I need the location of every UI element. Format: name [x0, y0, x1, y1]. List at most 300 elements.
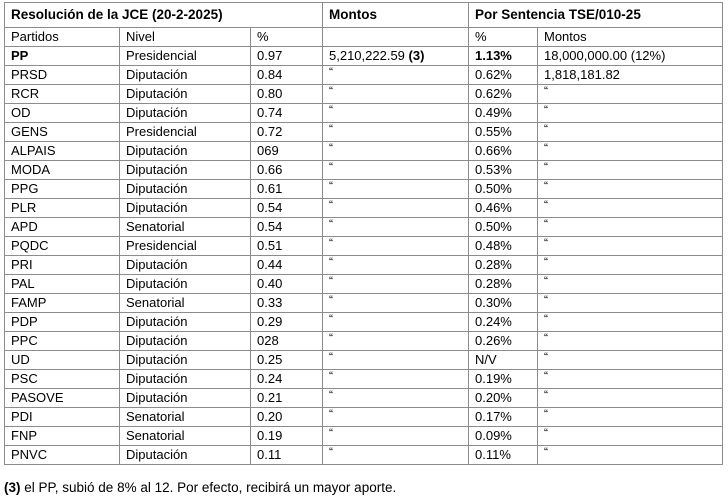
cell-montos — [323, 142, 469, 161]
cell-montos-tse — [538, 351, 723, 370]
cell-pct-tse — [469, 199, 538, 218]
cell-montos-text: “ — [329, 445, 333, 459]
cell-pct-tse-text: 0.28% — [475, 276, 512, 291]
cell-partido-text: PAL — [11, 276, 35, 291]
cell-montos — [323, 47, 469, 66]
header-montos: Montos — [323, 3, 469, 28]
cell-pct-text: 0.80 — [257, 86, 283, 101]
table-subheader-row — [5, 28, 723, 47]
cell-partido-text: PASOVE — [11, 390, 64, 405]
cell-pct-tse-text: 0.53% — [475, 162, 512, 177]
cell-montos — [323, 313, 469, 332]
cell-nivel — [120, 180, 251, 199]
cell-pct — [251, 199, 323, 218]
cell-nivel — [120, 237, 251, 256]
cell-nivel-text: Diputación — [126, 200, 188, 215]
cell-montos — [323, 66, 469, 85]
cell-montos-tse-text: “ — [544, 312, 548, 326]
cell-pct-tse — [469, 275, 538, 294]
cell-pct — [251, 408, 323, 427]
cell-pct-tse — [469, 66, 538, 85]
footnote-reference: (3) — [408, 48, 425, 63]
cell-montos-text: 5,210,222.59 — [329, 48, 405, 63]
cell-pct-tse-text: 0.20% — [475, 390, 512, 405]
table-row — [5, 47, 723, 66]
cell-nivel-text: Diputación — [126, 333, 188, 348]
cell-partido — [5, 389, 120, 408]
cell-partido — [5, 237, 120, 256]
table-row — [5, 408, 723, 427]
cell-pct-tse-text: 0.17% — [475, 409, 512, 424]
cell-montos-tse — [538, 142, 723, 161]
table-row — [5, 218, 723, 237]
footnote-marker: (3) — [4, 480, 21, 495]
cell-montos-tse — [538, 389, 723, 408]
cell-pct-tse — [469, 294, 538, 313]
cell-pct — [251, 161, 323, 180]
cell-montos-text: “ — [329, 84, 333, 98]
cell-pct — [251, 142, 323, 161]
cell-montos — [323, 199, 469, 218]
column-header-pct: % — [251, 28, 323, 47]
cell-nivel — [120, 218, 251, 237]
cell-montos-tse — [538, 294, 723, 313]
cell-pct — [251, 104, 323, 123]
cell-montos-text: “ — [329, 350, 333, 364]
cell-pct-tse — [469, 332, 538, 351]
table-row — [5, 199, 723, 218]
cell-pct-tse-text: 0.62% — [475, 67, 512, 82]
cell-montos — [323, 237, 469, 256]
cell-pct-tse-text: N/V — [475, 352, 497, 367]
cell-pct-text: 0.74 — [257, 105, 283, 120]
cell-nivel — [120, 389, 251, 408]
table-header-row — [5, 3, 723, 28]
party-funding-table — [4, 2, 723, 465]
cell-pct-tse — [469, 47, 538, 66]
cell-partido — [5, 446, 120, 465]
cell-pct-tse — [469, 351, 538, 370]
cell-partido — [5, 47, 120, 66]
cell-partido-text: PP — [11, 48, 29, 63]
cell-partido — [5, 104, 120, 123]
cell-montos-tse-text: “ — [544, 122, 548, 136]
cell-montos — [323, 351, 469, 370]
cell-montos-text: “ — [329, 198, 333, 212]
cell-nivel-text: Diputación — [126, 352, 188, 367]
cell-partido-text: APD — [11, 219, 38, 234]
cell-montos-tse-text: “ — [544, 388, 548, 402]
cell-montos-text: “ — [329, 103, 333, 117]
table-row — [5, 237, 723, 256]
cell-montos-tse-text: “ — [544, 274, 548, 288]
cell-pct-tse-text: 1.13% — [475, 48, 512, 63]
cell-montos-tse — [538, 237, 723, 256]
cell-partido — [5, 294, 120, 313]
table-row — [5, 427, 723, 446]
cell-pct — [251, 294, 323, 313]
header-jce-resolution: Resolución de la JCE (20-2-2025) — [5, 3, 323, 28]
table-row — [5, 256, 723, 275]
cell-pct-text: 0.33 — [257, 295, 283, 310]
cell-partido — [5, 351, 120, 370]
cell-pct-tse — [469, 389, 538, 408]
cell-pct — [251, 66, 323, 85]
table-row — [5, 142, 723, 161]
cell-pct-text: 0.61 — [257, 181, 283, 196]
cell-montos-tse-text: “ — [544, 445, 548, 459]
cell-pct-text: 0.40 — [257, 276, 283, 291]
cell-nivel — [120, 275, 251, 294]
cell-partido — [5, 180, 120, 199]
cell-pct — [251, 123, 323, 142]
cell-nivel — [120, 161, 251, 180]
table-row — [5, 161, 723, 180]
cell-partido-text: GENS — [11, 124, 48, 139]
cell-partido-text: PPC — [11, 333, 38, 348]
cell-pct — [251, 351, 323, 370]
cell-montos — [323, 389, 469, 408]
cell-montos-tse — [538, 66, 723, 85]
cell-pct-text: 028 — [257, 333, 279, 348]
cell-nivel — [120, 85, 251, 104]
cell-partido — [5, 199, 120, 218]
cell-pct-text: 0.97 — [257, 48, 283, 63]
cell-nivel — [120, 446, 251, 465]
cell-montos-tse-text: “ — [544, 293, 548, 307]
footnote — [4, 480, 396, 495]
cell-pct-tse — [469, 85, 538, 104]
cell-pct-tse-text: 0.50% — [475, 219, 512, 234]
cell-partido — [5, 66, 120, 85]
cell-montos — [323, 180, 469, 199]
cell-pct-text: 0.54 — [257, 219, 283, 234]
cell-pct — [251, 332, 323, 351]
cell-pct-text: 0.54 — [257, 200, 283, 215]
cell-montos-tse — [538, 370, 723, 389]
cell-montos-tse-text: “ — [544, 255, 548, 269]
cell-pct-tse — [469, 256, 538, 275]
cell-montos — [323, 370, 469, 389]
cell-montos-text: “ — [329, 217, 333, 231]
cell-montos-tse — [538, 332, 723, 351]
cell-partido — [5, 370, 120, 389]
cell-pct-text: 0.25 — [257, 352, 283, 367]
cell-pct — [251, 47, 323, 66]
cell-pct-tse — [469, 104, 538, 123]
cell-nivel-text: Diputación — [126, 276, 188, 291]
cell-pct — [251, 256, 323, 275]
cell-partido — [5, 142, 120, 161]
cell-partido-text: PRI — [11, 257, 33, 272]
cell-pct-text: 0.44 — [257, 257, 283, 272]
cell-pct-text: 0.66 — [257, 162, 283, 177]
cell-partido-text: UD — [11, 352, 30, 367]
cell-montos-text: “ — [329, 407, 333, 421]
cell-nivel — [120, 123, 251, 142]
cell-montos-tse-text: “ — [544, 160, 548, 174]
cell-nivel-text: Diputación — [126, 447, 188, 462]
cell-partido — [5, 313, 120, 332]
table-row — [5, 66, 723, 85]
cell-montos-tse — [538, 408, 723, 427]
cell-nivel — [120, 66, 251, 85]
cell-pct-text: 0.29 — [257, 314, 283, 329]
column-header-nivel: Nivel — [120, 28, 251, 47]
cell-pct-text: 069 — [257, 143, 279, 158]
cell-pct — [251, 237, 323, 256]
cell-montos-tse — [538, 180, 723, 199]
cell-montos — [323, 446, 469, 465]
cell-montos-tse-text: “ — [544, 350, 548, 364]
cell-montos — [323, 294, 469, 313]
cell-nivel — [120, 104, 251, 123]
cell-pct-tse — [469, 161, 538, 180]
cell-nivel-text: Diputación — [126, 105, 188, 120]
footnote-text: el PP, subió de 8% al 12. Por efecto, recibirá un mayor aporte. — [20, 480, 397, 495]
cell-partido-text: PNVC — [11, 447, 48, 462]
cell-nivel — [120, 427, 251, 446]
cell-partido — [5, 427, 120, 446]
cell-partido — [5, 256, 120, 275]
cell-partido-text: FNP — [11, 428, 37, 443]
cell-pct-tse — [469, 408, 538, 427]
cell-montos-tse — [538, 47, 723, 66]
column-header-montos-empty — [323, 28, 469, 47]
cell-nivel — [120, 370, 251, 389]
table-row — [5, 313, 723, 332]
cell-montos-text: “ — [329, 255, 333, 269]
cell-nivel — [120, 294, 251, 313]
cell-pct-text: 0.21 — [257, 390, 283, 405]
cell-montos-tse-text: “ — [544, 236, 548, 250]
cell-montos-text: “ — [329, 141, 333, 155]
cell-pct-text: 0.11 — [257, 447, 282, 462]
cell-pct-tse-text: 0.30% — [475, 295, 512, 310]
cell-partido — [5, 408, 120, 427]
cell-pct-tse — [469, 370, 538, 389]
cell-montos-tse-text: “ — [544, 369, 548, 383]
cell-pct-text: 0.24 — [257, 371, 283, 386]
cell-pct-tse-text: 0.24% — [475, 314, 512, 329]
cell-montos-text: “ — [329, 331, 333, 345]
cell-nivel — [120, 313, 251, 332]
cell-pct-tse-text: 0.66% — [475, 143, 512, 158]
column-header-montos-tse: Montos — [538, 28, 723, 47]
cell-montos-text: “ — [329, 312, 333, 326]
cell-montos-tse — [538, 199, 723, 218]
cell-montos-tse — [538, 427, 723, 446]
cell-partido — [5, 218, 120, 237]
cell-montos-tse-text: 18,000,000.00 (12%) — [544, 48, 666, 63]
cell-pct-tse — [469, 446, 538, 465]
cell-nivel — [120, 256, 251, 275]
cell-pct-tse-text: 0.28% — [475, 257, 512, 272]
cell-montos-tse-text: “ — [544, 103, 548, 117]
cell-nivel — [120, 47, 251, 66]
cell-nivel-text: Diputación — [126, 314, 188, 329]
cell-partido-text: PPG — [11, 181, 39, 196]
cell-partido-text: PDP — [11, 314, 38, 329]
cell-pct-tse — [469, 123, 538, 142]
table-row — [5, 332, 723, 351]
cell-nivel — [120, 199, 251, 218]
cell-montos-tse-text: “ — [544, 407, 548, 421]
cell-nivel-text: Diputación — [126, 162, 188, 177]
cell-montos-tse — [538, 313, 723, 332]
header-tse-sentencia: Por Sentencia TSE/010-25 — [469, 3, 723, 28]
cell-montos-tse-text: “ — [544, 217, 548, 231]
cell-montos-text: “ — [329, 369, 333, 383]
cell-montos-tse — [538, 256, 723, 275]
cell-pct-tse-text: 0.26% — [475, 333, 512, 348]
cell-nivel-text: Diputación — [126, 371, 188, 386]
cell-montos-text: “ — [329, 426, 333, 440]
document-table-container — [4, 2, 724, 495]
cell-pct-text: 0.84 — [257, 67, 283, 82]
column-header-pct-tse: % — [469, 28, 538, 47]
cell-nivel-text: Senatorial — [126, 219, 185, 234]
table-row — [5, 351, 723, 370]
cell-montos-tse-text: “ — [544, 179, 548, 193]
cell-nivel — [120, 142, 251, 161]
cell-montos — [323, 332, 469, 351]
cell-montos-tse — [538, 161, 723, 180]
cell-pct-tse — [469, 427, 538, 446]
cell-montos-tse — [538, 85, 723, 104]
cell-pct-tse-text: 0.55% — [475, 124, 512, 139]
cell-pct — [251, 180, 323, 199]
cell-nivel-text: Diputación — [126, 143, 188, 158]
cell-pct-tse — [469, 180, 538, 199]
cell-montos-tse — [538, 275, 723, 294]
cell-partido — [5, 161, 120, 180]
cell-pct-tse-text: 0.11% — [475, 447, 511, 462]
cell-pct-text: 0.51 — [257, 238, 283, 253]
cell-montos-tse-text: “ — [544, 141, 548, 155]
cell-partido-text: MODA — [11, 162, 50, 177]
cell-montos — [323, 161, 469, 180]
cell-pct — [251, 218, 323, 237]
cell-pct — [251, 446, 323, 465]
cell-nivel-text: Presidencial — [126, 124, 197, 139]
cell-montos — [323, 218, 469, 237]
table-row — [5, 85, 723, 104]
column-header-partidos: Partidos — [5, 28, 120, 47]
cell-pct-text: 0.20 — [257, 409, 283, 424]
cell-partido-text: PSC — [11, 371, 38, 386]
cell-nivel-text: Senatorial — [126, 409, 185, 424]
cell-montos-text: “ — [329, 65, 333, 79]
cell-partido — [5, 332, 120, 351]
cell-pct-tse-text: 0.19% — [475, 371, 512, 386]
cell-nivel-text: Presidencial — [126, 48, 197, 63]
cell-nivel-text: Diputación — [126, 86, 188, 101]
cell-partido-text: PDI — [11, 409, 33, 424]
cell-montos-text: “ — [329, 293, 333, 307]
cell-montos — [323, 275, 469, 294]
cell-pct — [251, 427, 323, 446]
cell-montos — [323, 408, 469, 427]
cell-montos — [323, 104, 469, 123]
cell-nivel-text: Presidencial — [126, 238, 197, 253]
cell-partido — [5, 275, 120, 294]
table-row — [5, 446, 723, 465]
cell-partido-text: FAMP — [11, 295, 47, 310]
cell-partido — [5, 123, 120, 142]
cell-montos-text: “ — [329, 236, 333, 250]
cell-montos-text: “ — [329, 160, 333, 174]
cell-pct-tse-text: 0.62% — [475, 86, 512, 101]
cell-pct — [251, 275, 323, 294]
cell-pct-tse — [469, 142, 538, 161]
cell-partido-text: RCR — [11, 86, 40, 101]
cell-montos-tse — [538, 123, 723, 142]
cell-pct — [251, 313, 323, 332]
cell-montos-text: “ — [329, 122, 333, 136]
cell-nivel-text: Diputación — [126, 67, 188, 82]
cell-pct-tse-text: 0.09% — [475, 428, 512, 443]
cell-montos-text: “ — [329, 388, 333, 402]
cell-pct — [251, 85, 323, 104]
cell-nivel-text: Diputación — [126, 257, 188, 272]
cell-pct-tse — [469, 218, 538, 237]
cell-montos-tse-text: “ — [544, 198, 548, 212]
cell-nivel — [120, 351, 251, 370]
cell-montos-tse-text: “ — [544, 331, 548, 345]
cell-montos — [323, 427, 469, 446]
cell-nivel-text: Senatorial — [126, 428, 185, 443]
cell-nivel — [120, 332, 251, 351]
cell-nivel-text: Diputación — [126, 181, 188, 196]
cell-nivel-text: Senatorial — [126, 295, 185, 310]
cell-montos-tse — [538, 218, 723, 237]
cell-pct-text: 0.19 — [257, 428, 283, 443]
cell-partido — [5, 85, 120, 104]
cell-montos-text: “ — [329, 179, 333, 193]
cell-montos — [323, 256, 469, 275]
cell-pct-tse-text: 0.46% — [475, 200, 512, 215]
cell-pct — [251, 370, 323, 389]
cell-pct-tse-text: 0.50% — [475, 181, 512, 196]
cell-montos-tse-text: 1,818,181.82 — [544, 67, 620, 82]
cell-nivel-text: Diputación — [126, 390, 188, 405]
cell-pct-tse — [469, 237, 538, 256]
cell-pct-tse — [469, 313, 538, 332]
cell-montos-tse-text: “ — [544, 84, 548, 98]
cell-partido-text: ALPAIS — [11, 143, 56, 158]
cell-montos — [323, 123, 469, 142]
table-row — [5, 294, 723, 313]
table-row — [5, 123, 723, 142]
table-row — [5, 275, 723, 294]
cell-pct-tse-text: 0.48% — [475, 238, 512, 253]
cell-montos-text: “ — [329, 274, 333, 288]
table-row — [5, 180, 723, 199]
cell-montos-tse — [538, 446, 723, 465]
table-row — [5, 370, 723, 389]
cell-partido-text: PQDC — [11, 238, 49, 253]
cell-partido-text: PRSD — [11, 67, 48, 82]
cell-pct — [251, 389, 323, 408]
cell-montos-tse — [538, 104, 723, 123]
cell-montos — [323, 85, 469, 104]
cell-partido-text: PLR — [11, 200, 37, 215]
cell-pct-tse-text: 0.49% — [475, 105, 512, 120]
cell-partido-text: OD — [11, 105, 31, 120]
table-row — [5, 104, 723, 123]
cell-nivel — [120, 408, 251, 427]
